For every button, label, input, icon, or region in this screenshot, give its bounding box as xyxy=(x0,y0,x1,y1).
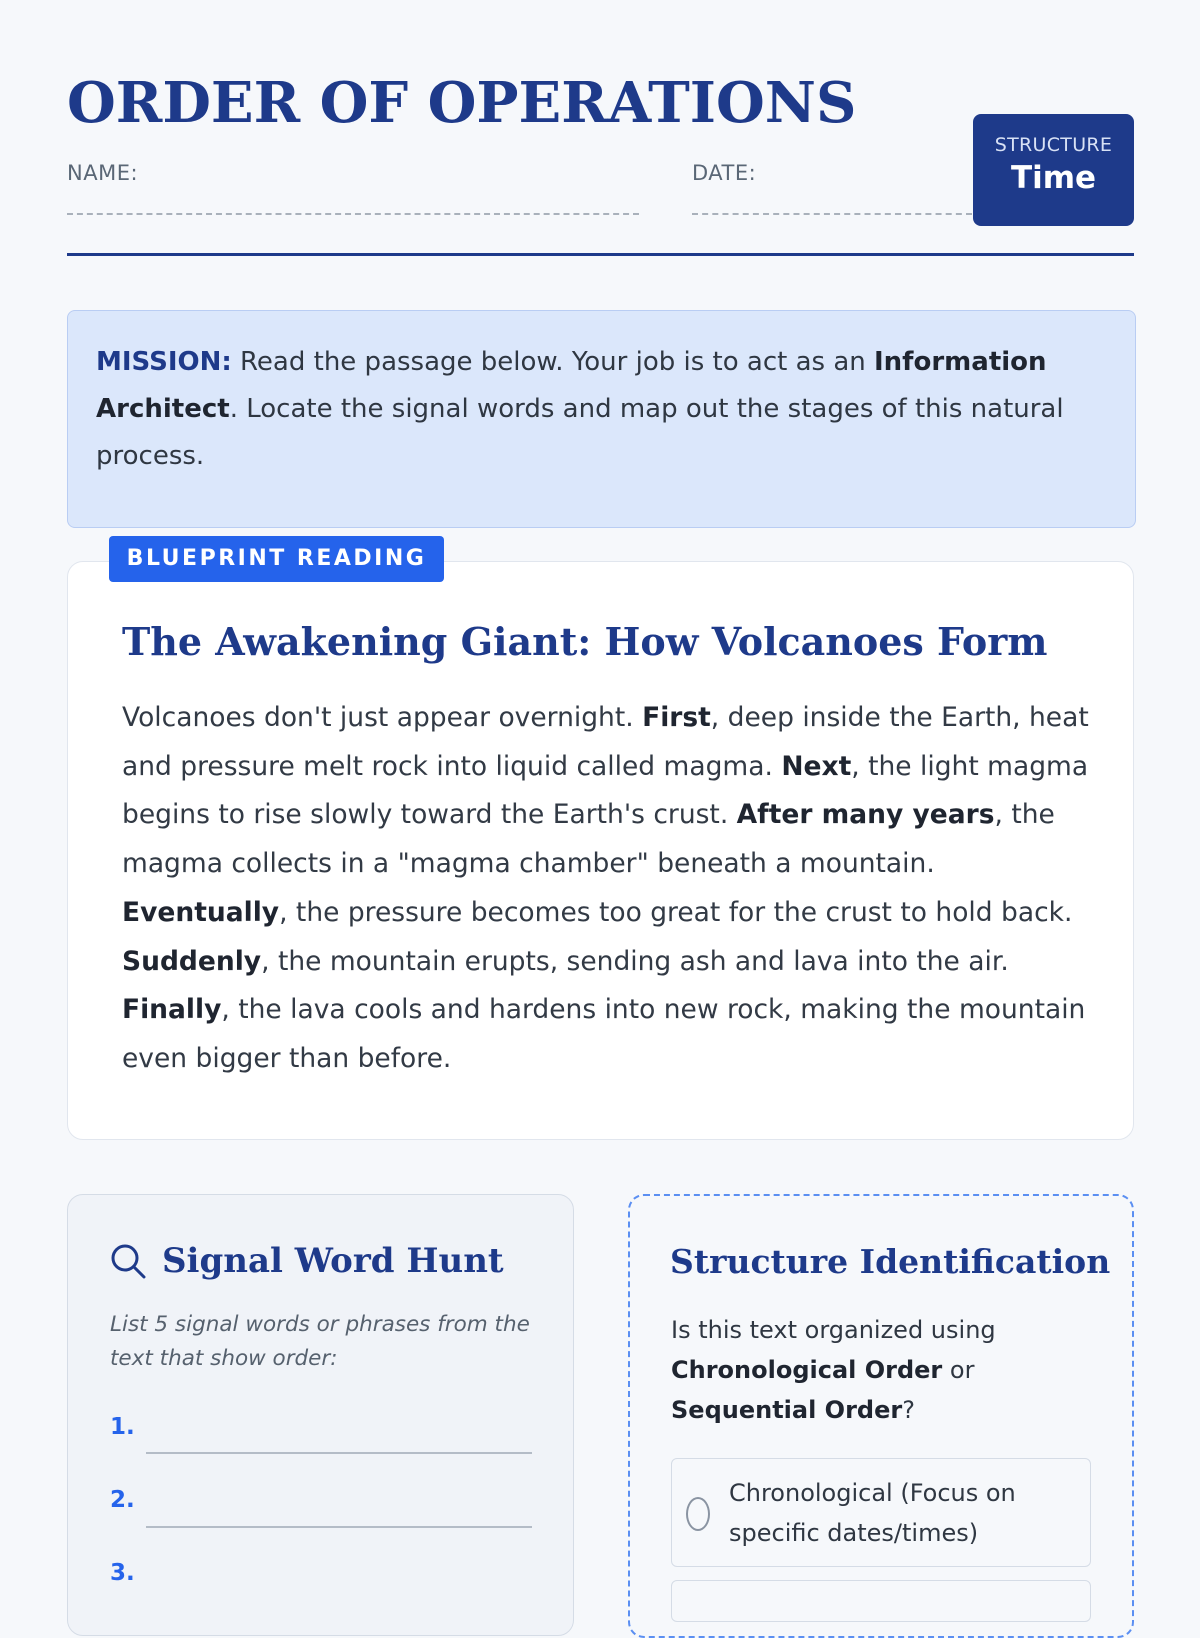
signal-word-hunt-instructions: List 5 signal words or phrases from the text that show order: xyxy=(110,1312,530,1371)
passage-text: , the magma collects in a "magma chamber" beneath a mountain. xyxy=(122,799,1055,880)
reading-title: The Awakening Giant: How Volcanoes Form xyxy=(122,619,1048,664)
question-text: Is this text organized using xyxy=(671,1316,996,1344)
passage-text: , the pressure becomes too great for the crust to hold back. xyxy=(279,896,1073,928)
question-option-b: Sequential Order xyxy=(671,1396,903,1424)
signal-word: Finally xyxy=(122,994,222,1026)
mission-role: Information Architect xyxy=(96,347,1047,424)
option-chronological[interactable] xyxy=(671,1458,1091,1567)
structure-question xyxy=(671,1310,1111,1430)
answer-number: 2. xyxy=(110,1487,135,1513)
answer-line-1[interactable] xyxy=(146,1452,532,1454)
structure-badge-label: STRUCTURE xyxy=(994,134,1113,156)
date-field[interactable] xyxy=(692,213,972,215)
structure-identification-title: Structure Identification xyxy=(670,1242,1111,1281)
answer-line-2[interactable] xyxy=(146,1526,532,1528)
structure-badge xyxy=(973,114,1134,226)
name-label: NAME: xyxy=(67,161,139,185)
worksheet-title: ORDER OF OPERATIONS xyxy=(67,70,857,136)
passage-text: , the mountain erupts, sending ash and lava into the air. xyxy=(261,945,1009,977)
signal-word: Suddenly xyxy=(122,945,262,977)
passage-text: Volcanoes don't just appear overnight. xyxy=(122,702,643,733)
reading-passage xyxy=(122,694,1090,1084)
mission-label: MISSION: xyxy=(96,347,232,377)
answer-number: 3. xyxy=(110,1560,135,1586)
radio-circle-icon[interactable] xyxy=(686,1497,710,1531)
option-sequential[interactable] xyxy=(671,1580,1091,1622)
question-text: or xyxy=(942,1356,975,1384)
structure-badge-value: Time xyxy=(1010,160,1097,196)
question-option-a: Chronological Order xyxy=(671,1356,943,1384)
passage-text: , the lava cools and hardens into new rock, making the mountain even bigger than before. xyxy=(122,994,1086,1074)
signal-word: Next xyxy=(781,750,852,782)
signal-word: First xyxy=(642,702,711,733)
signal-word: Eventually xyxy=(122,896,280,928)
header-divider xyxy=(67,253,1134,256)
reading-tag: BLUEPRINT READING xyxy=(109,536,444,582)
date-label: DATE: xyxy=(692,161,757,185)
mission-text-1: Read the passage below. Your job is to act as an xyxy=(231,347,874,377)
option-chronological-label: Chronological (Focus on specific dates/times) xyxy=(729,1479,1016,1547)
question-text: ? xyxy=(902,1396,915,1424)
search-icon xyxy=(109,1242,147,1280)
passage-text: , the light magma begins to rise slowly toward the Earth's crust. xyxy=(122,750,1089,831)
answer-number: 1. xyxy=(110,1414,135,1440)
mission-box xyxy=(67,310,1136,528)
name-field[interactable] xyxy=(67,213,639,215)
mission-text-2: . Locate the signal words and map out the stages of this natural process. xyxy=(96,394,1064,471)
passage-text: , deep inside the Earth, heat and pressure melt rock into liquid called magma. xyxy=(122,702,1089,782)
signal-word: After many years xyxy=(736,799,995,831)
signal-word-hunt-title: Signal Word Hunt xyxy=(162,1241,504,1281)
